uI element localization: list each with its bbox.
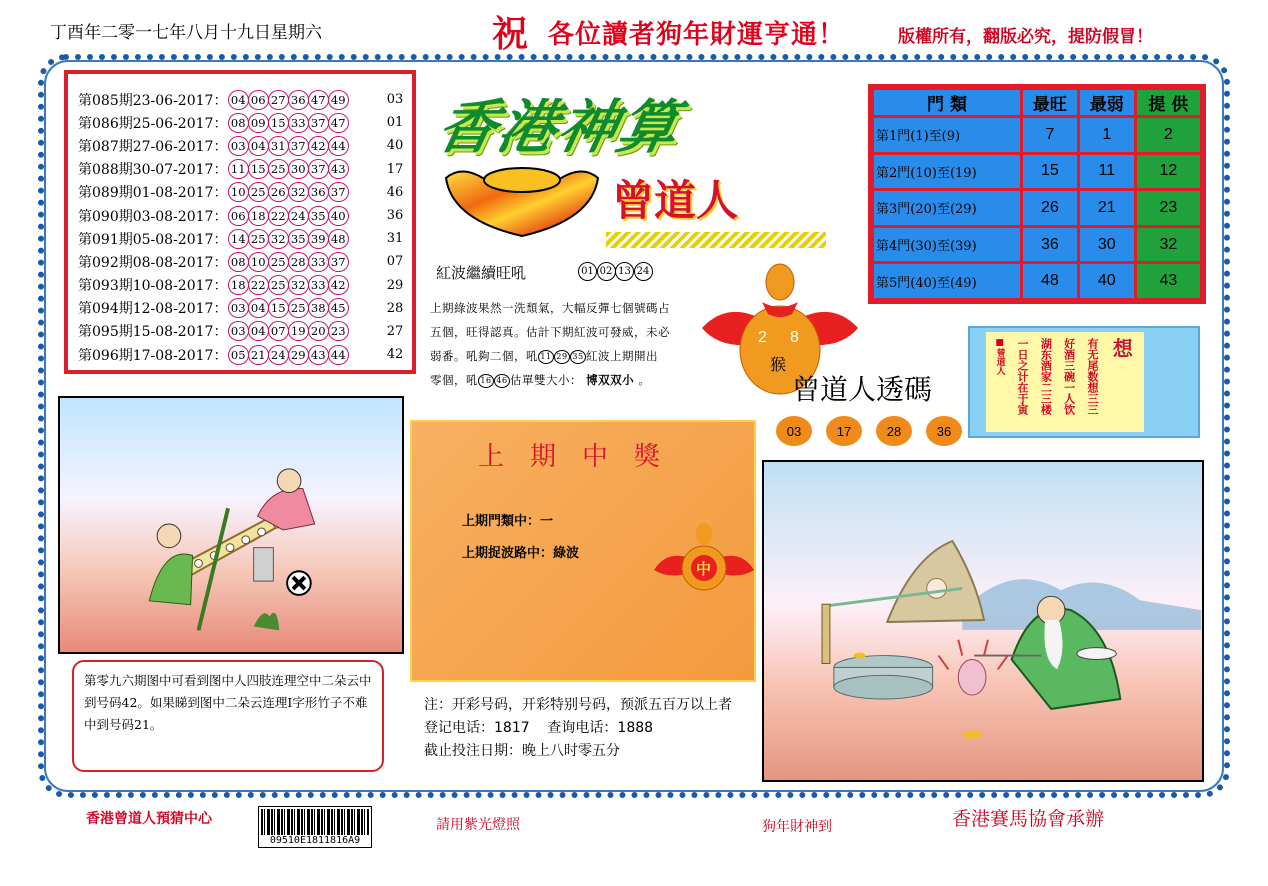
para-ball: 46 [494, 374, 510, 388]
history-ball: 37 [328, 182, 349, 202]
table-row [874, 155, 1200, 189]
history-ball: 07 [268, 321, 289, 341]
barcode-number: 09510E1811816A9 [269, 835, 361, 846]
history-ball: 04 [248, 321, 269, 341]
tou-ma-balls [776, 416, 962, 446]
footer-left: 香港曾道人預猜中心 [86, 811, 212, 827]
history-label: 第090期03-08-2017： [78, 208, 228, 225]
history-ball: 36 [308, 182, 329, 202]
history-label: 第095期15-08-2017： [78, 324, 228, 341]
history-ball: 25 [268, 252, 289, 272]
illustration-seesaw [58, 396, 404, 654]
history-ball: 42 [328, 275, 349, 295]
header-date: 丁酉年二零一七年八月十九日星期六 [50, 23, 322, 43]
history-row [78, 181, 412, 204]
history-ball: 36 [288, 90, 309, 110]
analysis-paragraph [430, 296, 690, 392]
history-label: 第085期23-06-2017： [78, 92, 228, 109]
table-row [874, 228, 1200, 262]
history-ball: 20 [308, 321, 329, 341]
history-row [78, 320, 412, 343]
history-label: 第089期01-08-2017： [78, 185, 228, 202]
table-cell-provide: 12 [1137, 155, 1200, 189]
gourd-number: 8 [790, 329, 799, 346]
history-ball: 25 [268, 159, 289, 179]
para-line: 上期綠波果然一洗頹氣，大幅反彈七個號碼占 [430, 301, 670, 315]
para-line: 零個，吼 16 46 估單雙大小： 博双双小 。 [430, 373, 651, 387]
history-ball: 19 [288, 321, 309, 341]
history-box [64, 70, 416, 374]
history-label: 第091期05-08-2017： [78, 231, 228, 248]
history-ball: 24 [268, 345, 289, 365]
history-ball: 25 [288, 298, 309, 318]
history-label: 第087期27-06-2017： [78, 138, 228, 155]
history-ball: 33 [288, 113, 309, 133]
table-cell-provide: 2 [1137, 118, 1200, 152]
history-ball: 22 [268, 206, 289, 226]
picture-note: 第零九六期图中可看到图中人四肢连理空中二朵云中到号码42。如果睇到图中二朵云连理I字形竹子不难中到号码21。 [72, 660, 384, 772]
history-ball: 32 [288, 182, 309, 202]
footer-uv-note: 請用紫光燈照 [436, 817, 520, 833]
tou-ma-ball: 03 [776, 416, 812, 446]
history-ball: 04 [248, 298, 269, 318]
history-ball: 40 [328, 206, 349, 226]
history-row [78, 204, 412, 227]
para-ball: 29 [554, 350, 570, 364]
red-wave-ball: 01 [578, 262, 597, 281]
history-ball: 03 [228, 136, 249, 156]
history-ball: 03 [228, 321, 249, 341]
table-cell-door: 第2門(10)至(19) [874, 155, 1020, 189]
history-special: 17 [386, 161, 404, 177]
page-subtitle: 曾道人 [612, 176, 739, 225]
info-line: 截止投注日期：晚上八时零五分 [424, 743, 620, 759]
history-row [78, 250, 412, 273]
history-ball: 11 [228, 159, 249, 179]
table-cell-best: 15 [1023, 155, 1077, 189]
history-special: 28 [386, 300, 404, 316]
door-table [868, 84, 1206, 304]
barcode [258, 806, 372, 848]
gold-ingot-icon [442, 160, 602, 240]
history-label: 第093期10-08-2017： [78, 278, 228, 295]
header-zhu: 祝 [492, 13, 529, 55]
history-ball: 44 [328, 136, 349, 156]
history-ball: 35 [288, 229, 309, 249]
page-title: 香港神算 [431, 93, 687, 161]
header-greeting: 各位讀者狗年財運亨通！ [548, 20, 846, 50]
table-cell-door: 第1門(1)至(9) [874, 118, 1020, 152]
info-line: 登记电话：1817 查询电话：1888 [424, 720, 654, 736]
history-row [78, 227, 412, 250]
history-special: 29 [386, 277, 404, 293]
history-label: 第092期08-08-2017： [78, 254, 228, 271]
history-special: 03 [386, 92, 404, 108]
history-ball: 15 [268, 113, 289, 133]
red-wave-label: 紅波繼續旺吼 [436, 264, 527, 282]
history-ball: 44 [328, 345, 349, 365]
footer-fortune: 狗年財神到 [762, 819, 832, 835]
para-line: 五個，旺得認真。估計下期紅波可發威，未必 [430, 325, 670, 339]
history-row [78, 134, 412, 157]
history-ball: 18 [248, 206, 269, 226]
history-ball: 10 [248, 252, 269, 272]
illustration-sage [762, 460, 1204, 782]
history-ball: 31 [268, 136, 289, 156]
history-special: 07 [386, 254, 404, 270]
history-label: 第086期25-06-2017： [78, 115, 228, 132]
gourd-number: 2 [758, 329, 767, 346]
history-ball: 18 [228, 275, 249, 295]
tou-ma-label: 曾道人透碼 [792, 373, 933, 406]
table-cell-door: 第4門(30)至(39) [874, 228, 1020, 262]
history-special: 27 [386, 323, 404, 339]
history-ball: 37 [288, 136, 309, 156]
history-ball: 15 [268, 298, 289, 318]
history-ball: 48 [328, 229, 349, 249]
tou-ma-ball: 28 [876, 416, 912, 446]
history-ball: 42 [308, 136, 329, 156]
history-ball: 37 [308, 113, 329, 133]
history-ball: 47 [328, 113, 349, 133]
history-ball: 32 [288, 275, 309, 295]
table-cell-worst: 11 [1080, 155, 1134, 189]
scroll-poem [968, 326, 1200, 438]
header-copyright: 版權所有，翻版必究，提防假冒！ [898, 27, 1153, 47]
history-row [78, 274, 412, 297]
history-ball: 23 [328, 321, 349, 341]
history-ball: 26 [268, 182, 289, 202]
para-line: 弱番。吼夠二個，吼 11 29 35 紅波上期開出 [430, 349, 658, 363]
history-ball: 30 [288, 159, 309, 179]
history-ball: 47 [308, 90, 329, 110]
history-row [78, 158, 412, 181]
history-label: 第088期30-07-2017： [78, 162, 228, 179]
gourd-badge-icon [654, 520, 754, 600]
history-ball: 45 [328, 298, 349, 318]
history-special: 46 [386, 184, 404, 200]
history-label: 第094期12-08-2017： [78, 301, 228, 318]
history-ball: 49 [328, 90, 349, 110]
table-cell-worst: 1 [1080, 118, 1134, 152]
history-ball: 27 [268, 90, 289, 110]
history-special: 36 [386, 208, 404, 224]
history-ball: 39 [308, 229, 329, 249]
decor-stripes [606, 232, 826, 248]
scroll-head: 想 [1109, 338, 1134, 358]
scroll-line: 有无尾数想三三 [1085, 338, 1099, 415]
history-row [78, 343, 412, 366]
table-cell-worst: 40 [1080, 264, 1134, 298]
red-wave-ball: 24 [634, 262, 653, 281]
scroll-sign: ■曾道人 [994, 338, 1005, 375]
table-cell-best: 48 [1023, 264, 1077, 298]
history-ball: 09 [248, 113, 269, 133]
history-ball: 29 [288, 345, 309, 365]
last-period-panel [410, 420, 756, 682]
history-ball: 04 [228, 90, 249, 110]
history-ball: 24 [288, 206, 309, 226]
history-label: 第096期17-08-2017： [78, 347, 228, 364]
table-header: 提 供 [1137, 90, 1200, 115]
red-wave-ball: 13 [615, 262, 634, 281]
last-period-line: 上期門類中：一 [462, 514, 554, 529]
history-row [78, 297, 412, 320]
history-ball: 25 [248, 182, 269, 202]
tou-ma-ball: 36 [926, 416, 962, 446]
table-cell-provide: 43 [1137, 264, 1200, 298]
para-ball: 35 [570, 350, 586, 364]
info-block [424, 694, 732, 763]
table-row [874, 118, 1200, 152]
history-ball: 05 [228, 345, 249, 365]
table-cell-worst: 30 [1080, 228, 1134, 262]
red-wave-ball: 02 [597, 262, 616, 281]
history-ball: 43 [328, 159, 349, 179]
history-ball: 37 [328, 252, 349, 272]
last-period-line: 上期捉波路中：綠波 [462, 546, 580, 561]
history-ball: 37 [308, 159, 329, 179]
scroll-line: 湖东酒家二三楼 [1039, 338, 1053, 415]
footer-organizer: 香港賽馬協會承辦 [952, 808, 1105, 830]
table-cell-door: 第5門(40)至(49) [874, 264, 1020, 298]
history-ball: 15 [248, 159, 269, 179]
para-ball: 16 [478, 374, 494, 388]
history-special: 42 [386, 347, 404, 363]
table-row [874, 191, 1200, 225]
scroll-line: 一日之计在于寅 [1015, 338, 1029, 415]
info-line: 注：开彩号码，开彩特别号码，预派五百万以上者 [424, 697, 732, 713]
history-ball: 25 [248, 229, 269, 249]
history-ball: 03 [228, 298, 249, 318]
history-ball: 08 [228, 113, 249, 133]
history-ball: 14 [228, 229, 249, 249]
history-ball: 21 [248, 345, 269, 365]
table-cell-door: 第3門(20)至(29) [874, 191, 1020, 225]
history-special: 31 [386, 231, 404, 247]
history-ball: 06 [248, 90, 269, 110]
table-cell-provide: 32 [1137, 228, 1200, 262]
last-period-title: 上期中獎 [478, 442, 687, 472]
table-header: 最弱 [1080, 90, 1134, 115]
table-cell-worst: 21 [1080, 191, 1134, 225]
history-row [78, 88, 412, 111]
table-cell-best: 26 [1023, 191, 1077, 225]
history-ball: 43 [308, 345, 329, 365]
table-header: 最旺 [1023, 90, 1077, 115]
table-row [874, 264, 1200, 298]
para-ball: 11 [538, 350, 554, 364]
history-ball: 08 [228, 252, 249, 272]
history-ball: 22 [248, 275, 269, 295]
history-ball: 32 [268, 229, 289, 249]
history-ball: 04 [248, 136, 269, 156]
red-wave-balls [578, 262, 652, 281]
tou-ma-ball: 17 [826, 416, 862, 446]
barcode-bars [261, 809, 369, 835]
history-ball: 28 [288, 252, 309, 272]
history-ball: 25 [268, 275, 289, 295]
history-ball: 33 [308, 275, 329, 295]
history-ball: 10 [228, 182, 249, 202]
history-ball: 33 [308, 252, 329, 272]
scroll-line: 好酒三碗一人饮 [1062, 338, 1076, 415]
table-header: 門 類 [874, 90, 1020, 115]
table-cell-best: 7 [1023, 118, 1077, 152]
history-special: 01 [386, 115, 404, 131]
gourd-animal: 猴 [770, 355, 787, 374]
badge-text: 中 [696, 560, 712, 578]
table-cell-provide: 23 [1137, 191, 1200, 225]
history-row [78, 111, 412, 134]
history-ball: 38 [308, 298, 329, 318]
history-ball: 06 [228, 206, 249, 226]
history-ball: 35 [308, 206, 329, 226]
history-special: 40 [386, 138, 404, 154]
table-cell-best: 36 [1023, 228, 1077, 262]
